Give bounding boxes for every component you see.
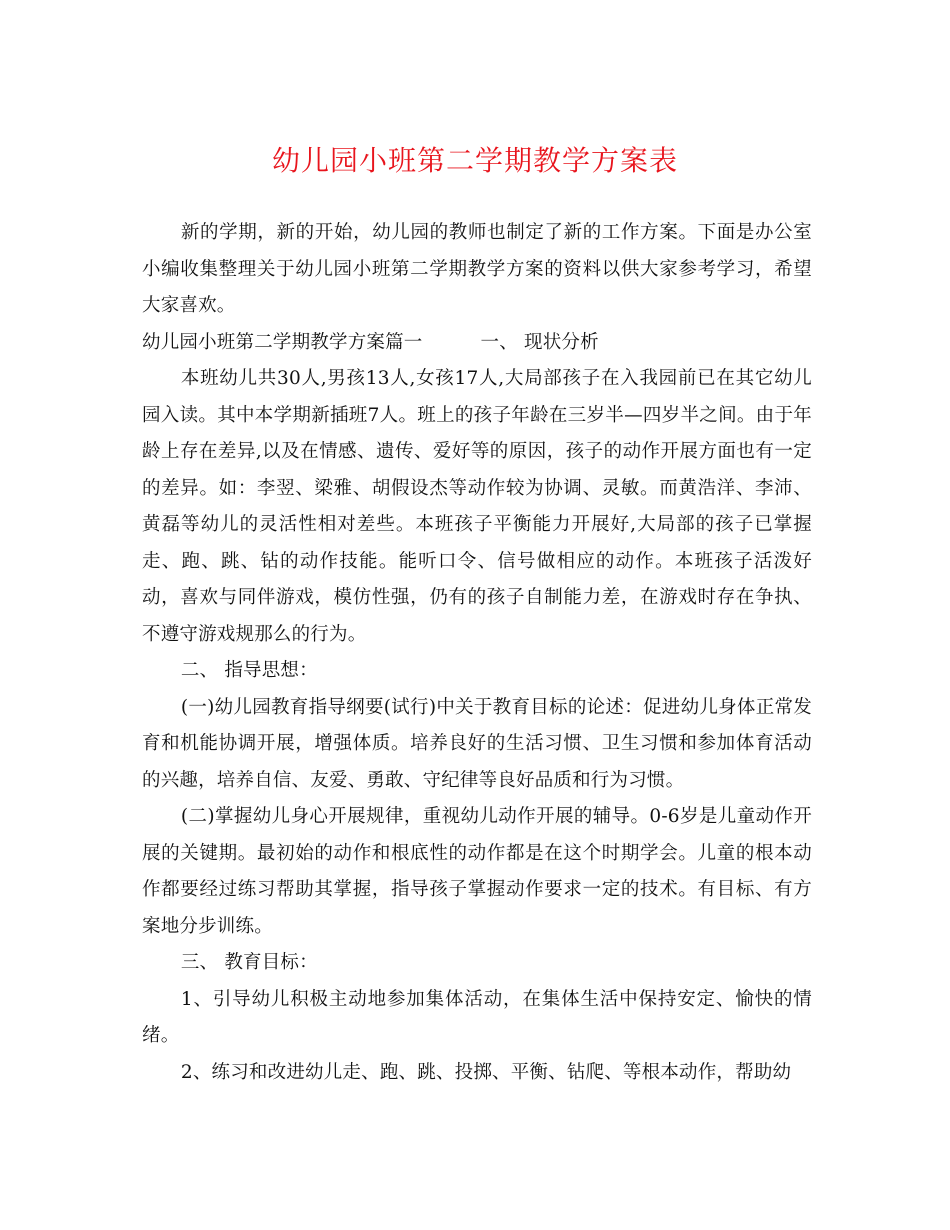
section1-title: 一、 现状分析 xyxy=(480,331,599,353)
section2-title: 二、 指导思想： xyxy=(180,660,318,681)
section-heading-line xyxy=(142,325,812,362)
goal-item-2: 2、练习和改进幼儿走、跑、跳、投掷、平衡、钻爬、等根本动作，帮助幼 xyxy=(180,1061,792,1083)
document-body xyxy=(142,215,812,1091)
page-title: 幼儿园小班第二学期教学方案表 xyxy=(271,144,678,177)
section2-item-1: (一)幼儿园教育指导纲要(试行)中关于教育目标的论述：促进幼儿身体正常发育和机能协调开展，增强体质。培养良好的生活习惯、卫生习惯和参加体育活动的兴趣，培养自信、友爱、勇敢、守纪律等良好品质和行为习惯。 xyxy=(142,696,812,791)
intro-paragraph: 新的学期，新的开始，幼儿园的教师也制定了新的工作方案。下面是办公室小编收集整理关于幼儿园小班第二学期教学方案的资料以供大家参考学习，希望大家喜欢。 xyxy=(142,222,812,316)
section3-title: 三、 教育目标： xyxy=(180,952,318,973)
goal-item-1: 1、引导幼儿积极主动地参加集体活动，在集体生活中保持安定、愉快的情绪。 xyxy=(142,988,812,1046)
section-heading: 幼儿园小班第二学期教学方案篇一 xyxy=(142,331,423,353)
section2-item-2: (二)掌握幼儿身心开展规律，重视幼儿动作开展的辅导。0-6岁是儿童动作开展的关键期。最初始的动作和根底性的动作都是在这个时期学会。儿童的根本动作都要经过练习帮助其掌握，指导孩子掌握动作要求一定的技术。有目标、有方案地分步训练。 xyxy=(142,806,812,937)
section1-paragraph: 本班幼儿共30人,男孩13人,女孩17人,大局部孩子在入我园前已在其它幼儿园入读。其中本学期新插班7人。班上的孩子年龄在三岁半—四岁半之间。由于年龄上存在差异,以及在情感、遗传、爱好等的原因，孩子的动作开展方面也有一定的差异。如：李翌、梁雅、胡假设杰等动作较为协调、灵敏。而黄浩洋、李沛、黄磊等幼儿的灵活性相对差些。本班孩子平衡能力开展好,大局部的孩子已掌握走、跑、跳、钻的动作技能。能听口令、信号做相应的动作。本班孩子活泼好动，喜欢与同伴游戏，模仿性强，仍有的孩子自制能力差，在游戏时存在争执、不遵守游戏规那么的行为。 xyxy=(142,368,812,645)
